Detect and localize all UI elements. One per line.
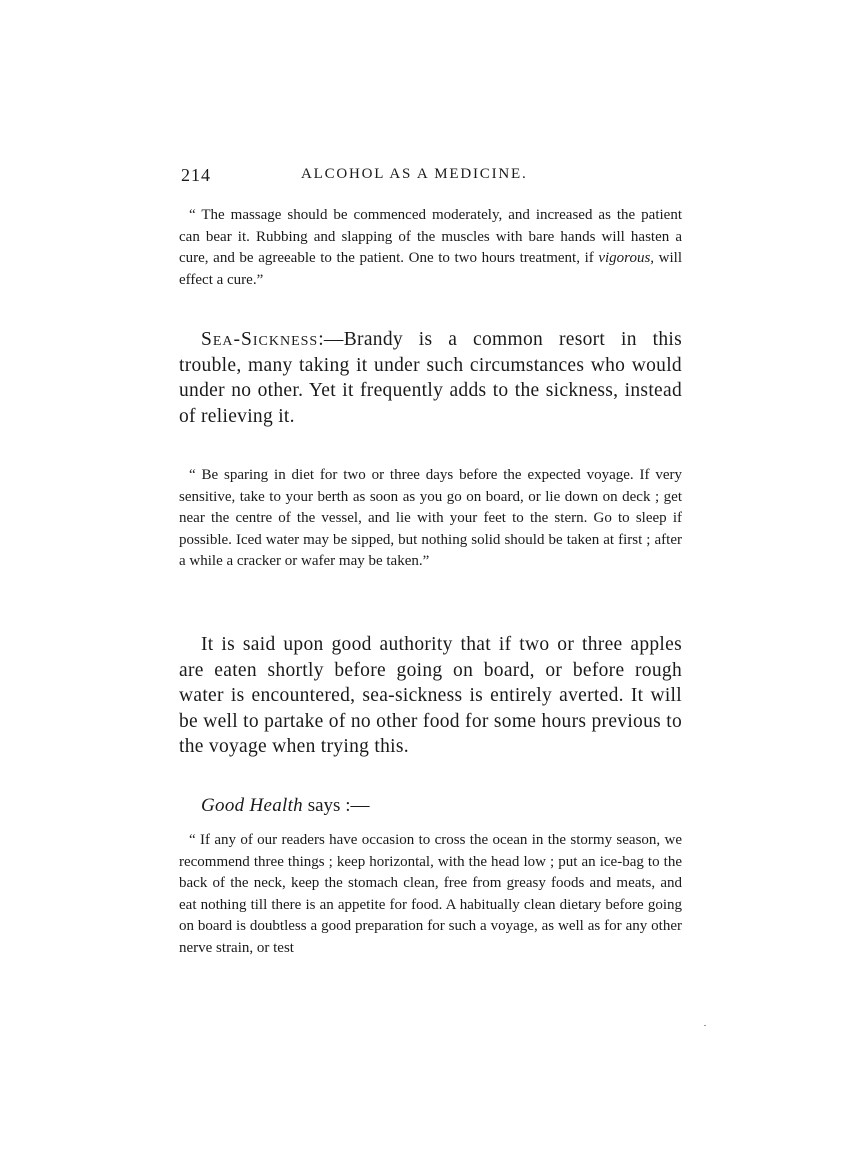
sea-sickness-heading: Sea-Sickness xyxy=(201,329,319,350)
good-health-says: says :— xyxy=(302,795,370,816)
scan-speck xyxy=(704,1025,706,1026)
massage-quote-text: “ The massage should be commenced moderately, and increased as the patient can bear it. Rubbing and slapping of the muscles with bare hands will hasten a cure, and be agreeable to the patient. One to two hours treatment, if xyxy=(179,207,682,267)
page-header xyxy=(181,165,681,187)
ocean-quote: “ If any of our readers have occasion to cross the ocean in the stormy season, we recommend three things ; keep horizontal, with the head low ; put an ice-bag to the back of the neck, keep the stomach clean, free from greasy foods and meats, and eat nothing till there is an appetite for food. A habitually clean dietary before going on board is doubtless a good preparation for such a voyage, as well as for any other nerve strain, or test xyxy=(179,832,682,956)
good-health-source: Good Health xyxy=(201,795,303,816)
apples-paragraph: It is said upon good authority that if two or three apples are eaten shortly before going on board, or before rough water is encountered, sea-sickness is entirely averted. It will be well to partake of no other food for some hours previous to the voyage when trying this. xyxy=(179,634,682,758)
good-health-intro xyxy=(201,795,369,817)
massage-quote-end: will effect a cure.” xyxy=(179,250,682,288)
massage-quote-emphasis: vigorous, xyxy=(598,250,655,267)
running-head: ALCOHOL AS A MEDICINE. xyxy=(301,166,528,182)
diet-quote: “ Be sparing in diet for two or three days before the expected voyage. If very sensitive, take to your berth as soon as you go on board, or lie down on deck ; get near the centre of the vessel, and lie with your feet to the stern. Go to sleep if possible. Iced water may be sipped, but nothing solid should be taken at first ; after a while a cracker or wafer may be taken.” xyxy=(179,467,682,570)
sea-sickness-paragraph xyxy=(179,327,682,429)
page-number: 214 xyxy=(181,165,211,185)
sea-sickness-text: :—Brandy is a common resort in this trouble, many taking it under such circumstances who would under no other. Yet it frequently adds to the sickness, instead of relieving it. xyxy=(179,329,682,427)
massage-quote xyxy=(179,205,682,291)
